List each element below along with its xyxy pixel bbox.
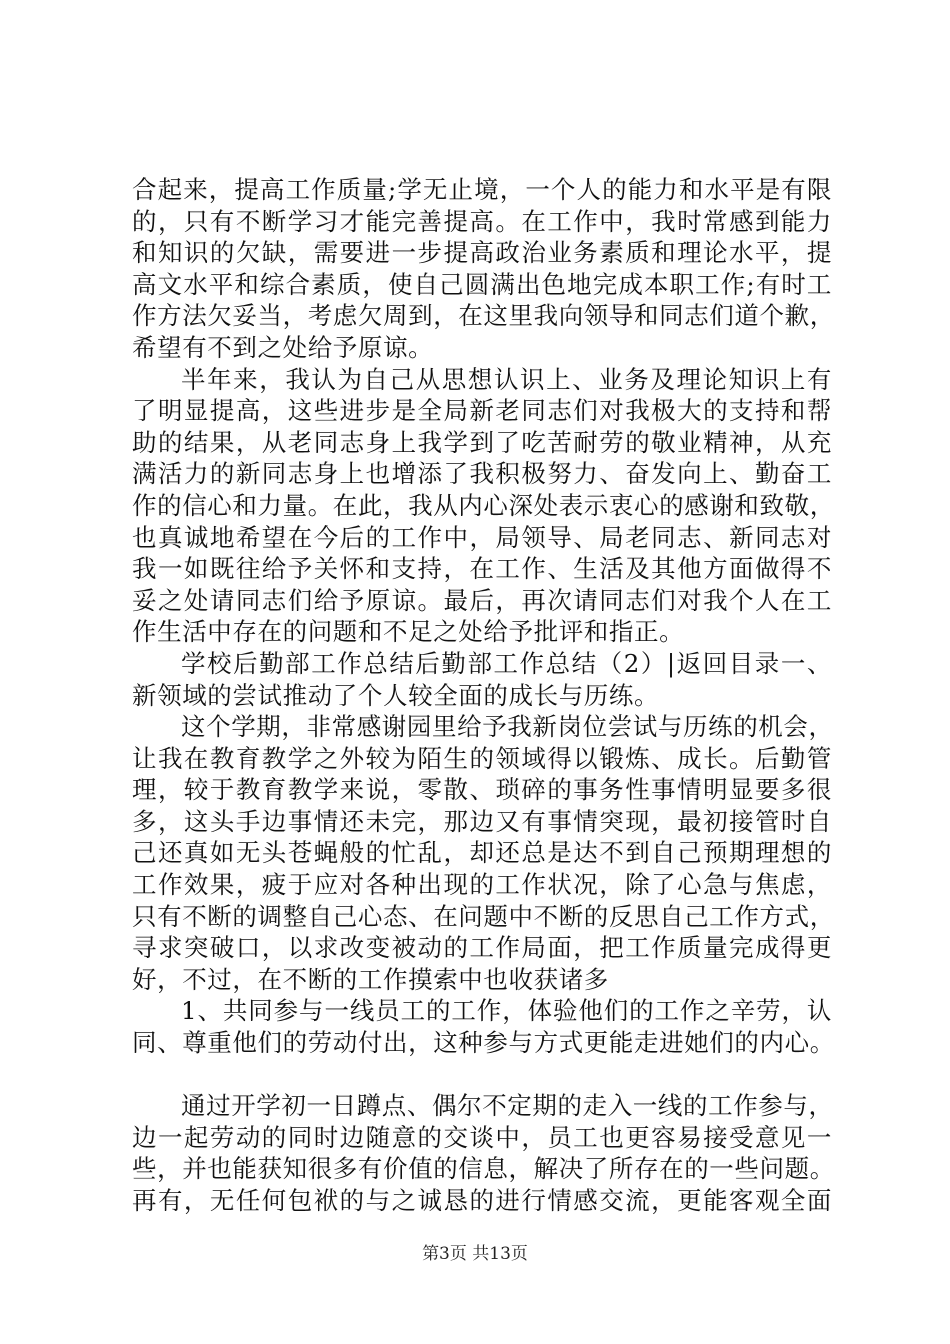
text-line: 寻求突破口，以求改变被动的工作局面，把工作质量完成得更: [132, 933, 832, 963]
text-line: 和知识的欠缺，需要进一步提高政治业务素质和理论水平，提: [132, 238, 832, 268]
text-line: 再有，无任何包袱的与之诚恳的进行情感交流，更能客观全面: [132, 1186, 832, 1215]
text-line: 多，这头手边事情还未完，那边又有事情突现，最初接管时自: [132, 806, 832, 836]
text-line: 了明显提高，这些进步是全局新老同志们对我极大的支持和帮: [132, 396, 832, 426]
page-number-footer: 第3页 共13页: [422, 1244, 528, 1264]
text-line: 己还真如无头苍蝇般的忙乱，却还总是达不到自己预期理想的: [132, 838, 832, 868]
text-line: 同、尊重他们的劳动付出，这种参与方式更能走进她们的内心。: [132, 1028, 835, 1058]
text-line: 助的结果，从老同志身上我学到了吃苦耐劳的敬业精神，从充: [132, 427, 832, 457]
text-line: 理，较于教育教学来说，零散、琐碎的事务性事情明显要多很: [132, 775, 832, 805]
text-line: 让我在教育教学之外较为陌生的领域得以锻炼、成长。后勤管: [132, 743, 832, 773]
text-line: 边一起劳动的同时边随意的交谈中，员工也更容易接受意见一: [132, 1122, 832, 1152]
text-line: 作方法欠妥当，考虑欠周到，在这里我向领导和同志们道个歉，: [132, 301, 835, 331]
text-line: 新领域的尝试推动了个人较全面的成长与历练。: [132, 680, 660, 710]
document-body: [132, 174, 835, 1217]
text-line: 半年来，我认为自己从思想认识上、业务及理论知识上有: [181, 364, 832, 394]
text-line: 1、共同参与一线员工的工作，体验他们的工作之辛劳，认: [181, 996, 832, 1026]
text-line: 这个学期，非常感谢园里给予我新岗位尝试与历练的机会，: [181, 712, 834, 742]
text-line: 高文水平和综合素质，使自己圆满出色地完成本职工作;有时工: [132, 269, 832, 299]
text-line: 只有不断的调整自己心态、在问题中不断的反思自己工作方式，: [132, 901, 835, 931]
text-line: 作生活中存在的问题和不足之处给予批评和指正。: [132, 617, 685, 647]
text-line: 满活力的新同志身上也增添了我积极努力、奋发向上、勤奋工: [132, 459, 832, 489]
text-line: 学校后勤部工作总结后勤部工作总结（2）|返回目录一、: [181, 648, 832, 678]
text-line: 好，不过，在不断的工作摸索中也收获诸多: [132, 964, 609, 994]
text-line: 合起来，提高工作质量;学无止境，一个人的能力和水平是有限: [132, 175, 832, 204]
text-line: 的，只有不断学习才能完善提高。在工作中，我时常感到能力: [132, 206, 832, 236]
blank-line: [132, 1059, 832, 1091]
text-line: 也真诚地希望在今后的工作中，局领导、局老同志、新同志对: [132, 522, 832, 552]
text-line: 作的信心和力量。在此，我从内心深处表示衷心的感谢和致敬，: [132, 490, 835, 520]
text-line: 希望有不到之处给予原谅。: [132, 332, 434, 362]
text-line: 些，并也能获知很多有价值的信息，解决了所存在的一些问题。: [132, 1154, 835, 1184]
text-line: 工作效果，疲于应对各种出现的工作状况，除了心急与焦虑，: [132, 870, 832, 900]
text-line: 妥之处请同志们给予原谅。最后，再次请同志们对我个人在工: [132, 585, 832, 615]
text-line: 通过开学初一日蹲点、偶尔不定期的走入一线的工作参与，: [181, 1091, 834, 1121]
text-line: 我一如既往给予关怀和支持，在工作、生活及其他方面做得不: [132, 554, 832, 584]
